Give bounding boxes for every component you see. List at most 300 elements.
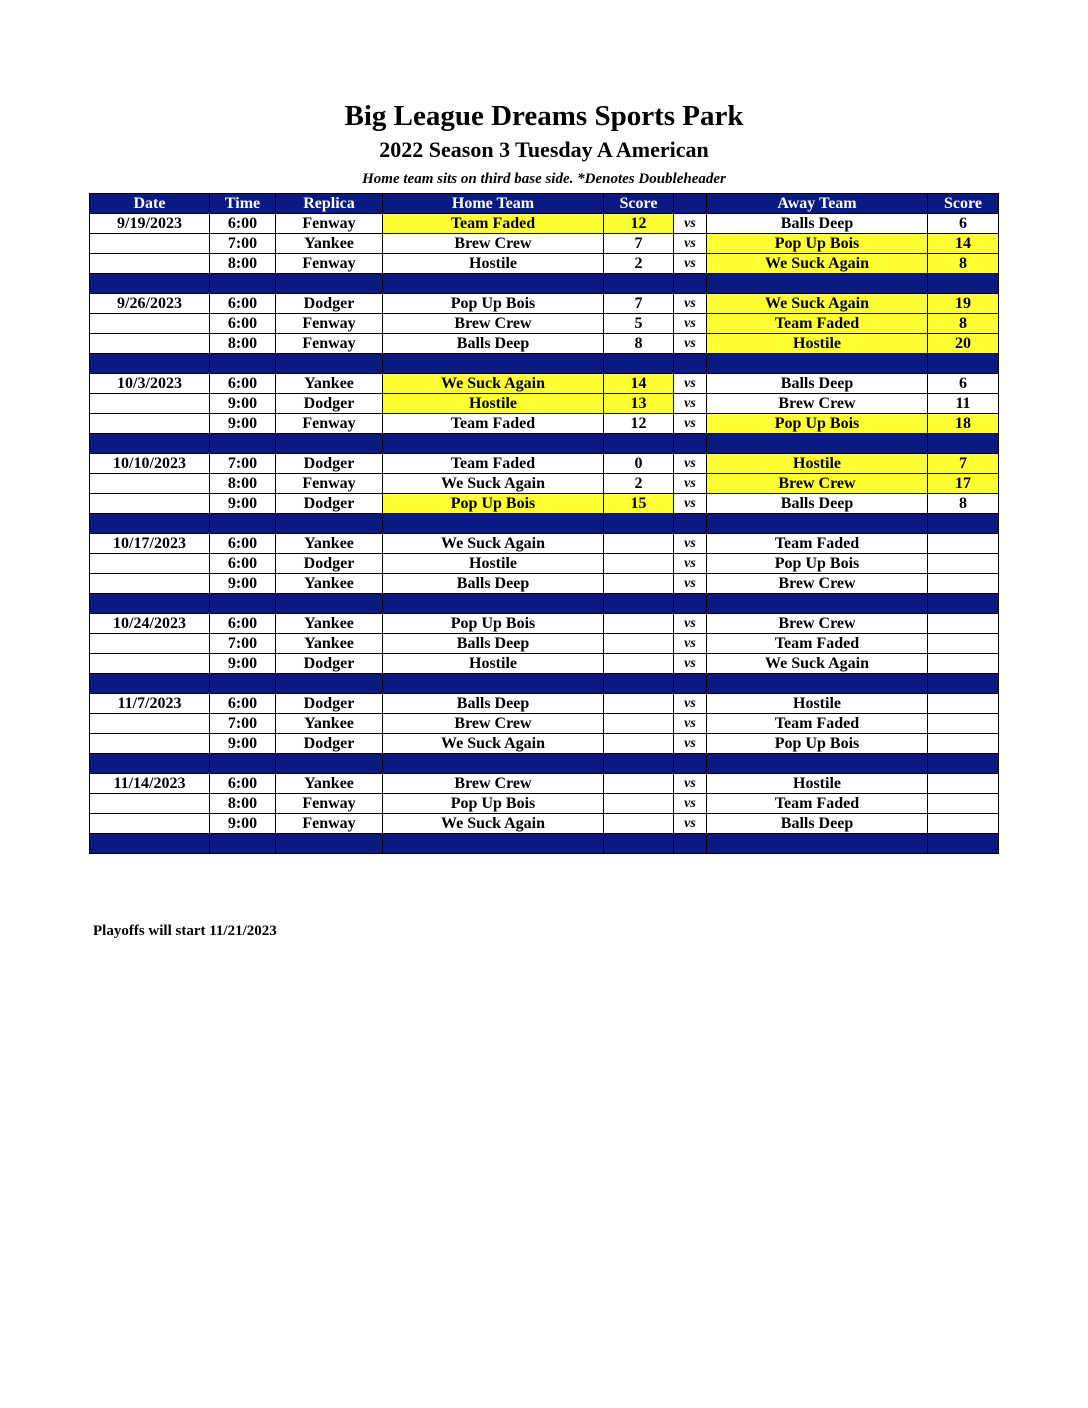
vs-label: vs bbox=[674, 454, 707, 474]
game-time: 6:00 bbox=[210, 554, 276, 574]
game-time: 7:00 bbox=[210, 234, 276, 254]
away-score: 19 bbox=[928, 294, 999, 314]
table-row bbox=[90, 234, 999, 254]
vs-label: vs bbox=[674, 774, 707, 794]
home-team: Hostile bbox=[383, 394, 604, 414]
home-score: 15 bbox=[604, 494, 674, 514]
game-time: 8:00 bbox=[210, 794, 276, 814]
away-team: Team Faded bbox=[707, 534, 928, 554]
separator-cell bbox=[276, 514, 383, 534]
separator-cell bbox=[928, 594, 999, 614]
table-row bbox=[90, 694, 999, 714]
home-score bbox=[604, 634, 674, 654]
home-score: 8 bbox=[604, 334, 674, 354]
game-date bbox=[90, 574, 210, 594]
home-score bbox=[604, 654, 674, 674]
game-date bbox=[90, 554, 210, 574]
game-time: 6:00 bbox=[210, 294, 276, 314]
home-score: 12 bbox=[604, 414, 674, 434]
table-row bbox=[90, 634, 999, 654]
game-date bbox=[90, 414, 210, 434]
home-team: Pop Up Bois bbox=[383, 614, 604, 634]
game-date bbox=[90, 494, 210, 514]
home-score bbox=[604, 774, 674, 794]
away-team: Balls Deep bbox=[707, 494, 928, 514]
game-replica: Fenway bbox=[276, 254, 383, 274]
vs-label: vs bbox=[674, 494, 707, 514]
game-replica: Fenway bbox=[276, 334, 383, 354]
away-score: 8 bbox=[928, 314, 999, 334]
vs-label: vs bbox=[674, 714, 707, 734]
game-replica: Dodger bbox=[276, 734, 383, 754]
separator-cell bbox=[604, 354, 674, 374]
away-team: Balls Deep bbox=[707, 214, 928, 234]
away-score: 7 bbox=[928, 454, 999, 474]
game-time: 7:00 bbox=[210, 454, 276, 474]
game-date bbox=[90, 234, 210, 254]
separator-cell bbox=[383, 514, 604, 534]
game-replica: Fenway bbox=[276, 214, 383, 234]
away-score: 14 bbox=[928, 234, 999, 254]
game-replica: Fenway bbox=[276, 414, 383, 434]
game-date bbox=[90, 734, 210, 754]
away-score: 6 bbox=[928, 214, 999, 234]
vs-label: vs bbox=[674, 634, 707, 654]
game-time: 9:00 bbox=[210, 734, 276, 754]
vs-label: vs bbox=[674, 334, 707, 354]
week-separator-row bbox=[90, 754, 999, 774]
table-row bbox=[90, 454, 999, 474]
table-row bbox=[90, 294, 999, 314]
vs-label: vs bbox=[674, 654, 707, 674]
separator-cell bbox=[707, 834, 928, 854]
home-team: Brew Crew bbox=[383, 714, 604, 734]
game-date bbox=[90, 314, 210, 334]
home-team: Hostile bbox=[383, 654, 604, 674]
away-score bbox=[928, 574, 999, 594]
vs-label: vs bbox=[674, 254, 707, 274]
game-date: 10/24/2023 bbox=[90, 614, 210, 634]
separator-cell bbox=[383, 274, 604, 294]
away-score bbox=[928, 694, 999, 714]
vs-label: vs bbox=[674, 414, 707, 434]
game-date: 11/7/2023 bbox=[90, 694, 210, 714]
away-team: Brew Crew bbox=[707, 614, 928, 634]
game-date: 10/10/2023 bbox=[90, 454, 210, 474]
vs-label: vs bbox=[674, 574, 707, 594]
game-replica: Fenway bbox=[276, 474, 383, 494]
away-team: Team Faded bbox=[707, 794, 928, 814]
separator-cell bbox=[604, 754, 674, 774]
home-team: We Suck Again bbox=[383, 534, 604, 554]
away-team: Brew Crew bbox=[707, 394, 928, 414]
home-team: We Suck Again bbox=[383, 734, 604, 754]
separator-cell bbox=[674, 594, 707, 614]
vs-label: vs bbox=[674, 794, 707, 814]
week-separator-row bbox=[90, 594, 999, 614]
separator-cell bbox=[707, 674, 928, 694]
home-score bbox=[604, 694, 674, 714]
home-score bbox=[604, 714, 674, 734]
home-score: 13 bbox=[604, 394, 674, 414]
separator-cell bbox=[928, 514, 999, 534]
separator-cell bbox=[928, 354, 999, 374]
away-team: Brew Crew bbox=[707, 474, 928, 494]
game-date bbox=[90, 334, 210, 354]
away-team: Team Faded bbox=[707, 634, 928, 654]
vs-label: vs bbox=[674, 234, 707, 254]
separator-cell bbox=[707, 274, 928, 294]
away-score bbox=[928, 654, 999, 674]
separator-cell bbox=[928, 274, 999, 294]
separator-cell bbox=[928, 434, 999, 454]
table-row bbox=[90, 474, 999, 494]
table-row bbox=[90, 414, 999, 434]
separator-cell bbox=[210, 834, 276, 854]
home-team: Team Faded bbox=[383, 214, 604, 234]
separator-cell bbox=[276, 674, 383, 694]
game-time: 9:00 bbox=[210, 394, 276, 414]
separator-cell bbox=[90, 754, 210, 774]
game-replica: Dodger bbox=[276, 654, 383, 674]
separator-cell bbox=[210, 514, 276, 534]
separator-cell bbox=[90, 674, 210, 694]
game-replica: Dodger bbox=[276, 694, 383, 714]
game-time: 6:00 bbox=[210, 774, 276, 794]
away-score bbox=[928, 794, 999, 814]
separator-cell bbox=[383, 754, 604, 774]
separator-cell bbox=[674, 354, 707, 374]
away-score bbox=[928, 734, 999, 754]
away-score bbox=[928, 634, 999, 654]
separator-cell bbox=[604, 514, 674, 534]
separator-cell bbox=[674, 834, 707, 854]
game-date: 9/19/2023 bbox=[90, 214, 210, 234]
vs-label: vs bbox=[674, 394, 707, 414]
table-row bbox=[90, 814, 999, 834]
week-separator-row bbox=[90, 514, 999, 534]
home-score: 2 bbox=[604, 474, 674, 494]
game-date bbox=[90, 814, 210, 834]
home-team: Balls Deep bbox=[383, 634, 604, 654]
table-row bbox=[90, 554, 999, 574]
home-score: 5 bbox=[604, 314, 674, 334]
game-replica: Yankee bbox=[276, 234, 383, 254]
separator-cell bbox=[276, 754, 383, 774]
schedule-body bbox=[90, 214, 999, 854]
game-time: 9:00 bbox=[210, 654, 276, 674]
vs-label: vs bbox=[674, 294, 707, 314]
away-team: We Suck Again bbox=[707, 654, 928, 674]
home-score: 7 bbox=[604, 234, 674, 254]
separator-cell bbox=[707, 514, 928, 534]
separator-cell bbox=[928, 754, 999, 774]
game-date bbox=[90, 474, 210, 494]
game-replica: Dodger bbox=[276, 554, 383, 574]
home-score bbox=[604, 734, 674, 754]
game-time: 8:00 bbox=[210, 334, 276, 354]
away-score: 8 bbox=[928, 494, 999, 514]
separator-cell bbox=[383, 594, 604, 614]
separator-cell bbox=[707, 754, 928, 774]
game-replica: Dodger bbox=[276, 494, 383, 514]
game-date bbox=[90, 714, 210, 734]
away-team: Team Faded bbox=[707, 714, 928, 734]
away-score: 17 bbox=[928, 474, 999, 494]
vs-label: vs bbox=[674, 534, 707, 554]
home-team: Brew Crew bbox=[383, 774, 604, 794]
away-score bbox=[928, 554, 999, 574]
game-time: 6:00 bbox=[210, 614, 276, 634]
separator-cell bbox=[707, 434, 928, 454]
game-date bbox=[90, 254, 210, 274]
table-row bbox=[90, 734, 999, 754]
table-row bbox=[90, 614, 999, 634]
separator-cell bbox=[604, 834, 674, 854]
separator-cell bbox=[90, 274, 210, 294]
game-time: 7:00 bbox=[210, 634, 276, 654]
home-team: Team Faded bbox=[383, 414, 604, 434]
home-score bbox=[604, 534, 674, 554]
column-header-replica: Replica bbox=[276, 194, 383, 214]
home-team: Brew Crew bbox=[383, 234, 604, 254]
game-replica: Yankee bbox=[276, 614, 383, 634]
game-date: 10/3/2023 bbox=[90, 374, 210, 394]
separator-cell bbox=[707, 594, 928, 614]
home-score: 7 bbox=[604, 294, 674, 314]
vs-label: vs bbox=[674, 314, 707, 334]
home-score bbox=[604, 574, 674, 594]
vs-label: vs bbox=[674, 214, 707, 234]
vs-label: vs bbox=[674, 734, 707, 754]
game-replica: Dodger bbox=[276, 394, 383, 414]
column-header-date: Date bbox=[90, 194, 210, 214]
separator-cell bbox=[674, 674, 707, 694]
table-row bbox=[90, 374, 999, 394]
game-replica: Yankee bbox=[276, 374, 383, 394]
game-replica: Yankee bbox=[276, 634, 383, 654]
vs-label: vs bbox=[674, 554, 707, 574]
column-header-time: Time bbox=[210, 194, 276, 214]
separator-cell bbox=[276, 594, 383, 614]
away-team: Team Faded bbox=[707, 314, 928, 334]
away-score bbox=[928, 714, 999, 734]
schedule-table bbox=[89, 193, 999, 854]
game-replica: Fenway bbox=[276, 314, 383, 334]
away-team: We Suck Again bbox=[707, 294, 928, 314]
table-row bbox=[90, 394, 999, 414]
column-header-vs bbox=[674, 194, 707, 214]
separator-cell bbox=[210, 274, 276, 294]
home-team: Brew Crew bbox=[383, 314, 604, 334]
away-team: Brew Crew bbox=[707, 574, 928, 594]
separator-cell bbox=[604, 674, 674, 694]
separator-cell bbox=[210, 434, 276, 454]
separator-cell bbox=[674, 434, 707, 454]
table-row bbox=[90, 314, 999, 334]
separator-cell bbox=[90, 594, 210, 614]
home-team: We Suck Again bbox=[383, 814, 604, 834]
away-team: Balls Deep bbox=[707, 814, 928, 834]
table-row bbox=[90, 214, 999, 234]
away-score bbox=[928, 814, 999, 834]
column-header-away-score: Score bbox=[928, 194, 999, 214]
week-separator-row bbox=[90, 354, 999, 374]
vs-label: vs bbox=[674, 694, 707, 714]
home-score bbox=[604, 814, 674, 834]
vs-label: vs bbox=[674, 374, 707, 394]
vs-label: vs bbox=[674, 614, 707, 634]
separator-cell bbox=[928, 674, 999, 694]
home-score bbox=[604, 554, 674, 574]
table-row bbox=[90, 774, 999, 794]
home-score bbox=[604, 794, 674, 814]
game-replica: Yankee bbox=[276, 574, 383, 594]
home-team: Balls Deep bbox=[383, 574, 604, 594]
game-time: 9:00 bbox=[210, 574, 276, 594]
home-score bbox=[604, 614, 674, 634]
table-row bbox=[90, 654, 999, 674]
home-team: We Suck Again bbox=[383, 374, 604, 394]
game-time: 6:00 bbox=[210, 694, 276, 714]
table-row bbox=[90, 494, 999, 514]
home-team: Hostile bbox=[383, 554, 604, 574]
separator-cell bbox=[604, 434, 674, 454]
game-time: 6:00 bbox=[210, 534, 276, 554]
separator-cell bbox=[276, 354, 383, 374]
game-replica: Dodger bbox=[276, 454, 383, 474]
separator-cell bbox=[90, 354, 210, 374]
vs-label: vs bbox=[674, 814, 707, 834]
separator-cell bbox=[383, 834, 604, 854]
game-date: 9/26/2023 bbox=[90, 294, 210, 314]
game-time: 9:00 bbox=[210, 494, 276, 514]
separator-cell bbox=[210, 674, 276, 694]
game-time: 8:00 bbox=[210, 474, 276, 494]
game-time: 9:00 bbox=[210, 414, 276, 434]
separator-cell bbox=[928, 834, 999, 854]
table-header-row bbox=[90, 194, 999, 214]
home-score: 14 bbox=[604, 374, 674, 394]
separator-cell bbox=[90, 834, 210, 854]
separator-cell bbox=[276, 434, 383, 454]
home-score: 0 bbox=[604, 454, 674, 474]
away-team: Pop Up Bois bbox=[707, 734, 928, 754]
game-replica: Yankee bbox=[276, 714, 383, 734]
game-replica: Fenway bbox=[276, 814, 383, 834]
away-team: Pop Up Bois bbox=[707, 414, 928, 434]
separator-cell bbox=[604, 274, 674, 294]
away-team: Hostile bbox=[707, 774, 928, 794]
away-score: 11 bbox=[928, 394, 999, 414]
separator-cell bbox=[210, 754, 276, 774]
game-replica: Dodger bbox=[276, 294, 383, 314]
column-header-home-team: Home Team bbox=[383, 194, 604, 214]
game-replica: Yankee bbox=[276, 534, 383, 554]
game-time: 6:00 bbox=[210, 374, 276, 394]
vs-label: vs bbox=[674, 474, 707, 494]
separator-cell bbox=[674, 514, 707, 534]
table-row bbox=[90, 574, 999, 594]
game-replica: Yankee bbox=[276, 774, 383, 794]
home-team: We Suck Again bbox=[383, 474, 604, 494]
home-team: Pop Up Bois bbox=[383, 794, 604, 814]
table-row bbox=[90, 534, 999, 554]
separator-cell bbox=[276, 274, 383, 294]
separator-cell bbox=[674, 274, 707, 294]
table-row bbox=[90, 714, 999, 734]
week-separator-row bbox=[90, 834, 999, 854]
away-team: Hostile bbox=[707, 334, 928, 354]
away-team: Hostile bbox=[707, 454, 928, 474]
column-header-away-team: Away Team bbox=[707, 194, 928, 214]
away-team: Hostile bbox=[707, 694, 928, 714]
column-header-home-score: Score bbox=[604, 194, 674, 214]
separator-cell bbox=[90, 434, 210, 454]
table-row bbox=[90, 334, 999, 354]
playoffs-footer: Playoffs will start 11/21/2023 bbox=[93, 923, 277, 939]
table-row bbox=[90, 254, 999, 274]
week-separator-row bbox=[90, 674, 999, 694]
separator-cell bbox=[383, 674, 604, 694]
separator-cell bbox=[604, 594, 674, 614]
separator-cell bbox=[674, 754, 707, 774]
away-score: 6 bbox=[928, 374, 999, 394]
week-separator-row bbox=[90, 274, 999, 294]
home-team: Pop Up Bois bbox=[383, 294, 604, 314]
away-score bbox=[928, 774, 999, 794]
away-score: 20 bbox=[928, 334, 999, 354]
separator-cell bbox=[210, 354, 276, 374]
game-date bbox=[90, 654, 210, 674]
game-time: 6:00 bbox=[210, 214, 276, 234]
away-team: Pop Up Bois bbox=[707, 234, 928, 254]
table-row bbox=[90, 794, 999, 814]
separator-cell bbox=[383, 354, 604, 374]
home-team: Balls Deep bbox=[383, 334, 604, 354]
game-date bbox=[90, 394, 210, 414]
away-score: 8 bbox=[928, 254, 999, 274]
separator-cell bbox=[383, 434, 604, 454]
page-subtitle: 2022 Season 3 Tuesday A American bbox=[379, 137, 709, 162]
home-team: Balls Deep bbox=[383, 694, 604, 714]
game-date: 11/14/2023 bbox=[90, 774, 210, 794]
away-score: 18 bbox=[928, 414, 999, 434]
away-score bbox=[928, 534, 999, 554]
game-date: 10/17/2023 bbox=[90, 534, 210, 554]
home-score: 2 bbox=[604, 254, 674, 274]
away-team: We Suck Again bbox=[707, 254, 928, 274]
away-score bbox=[928, 614, 999, 634]
away-team: Balls Deep bbox=[707, 374, 928, 394]
week-separator-row bbox=[90, 434, 999, 454]
separator-cell bbox=[707, 354, 928, 374]
page-title: Big League Dreams Sports Park bbox=[344, 100, 744, 132]
game-time: 7:00 bbox=[210, 714, 276, 734]
away-team: Pop Up Bois bbox=[707, 554, 928, 574]
schedule-note: Home team sits on third base side. *Denotes Doubleheader bbox=[362, 171, 726, 187]
home-team: Team Faded bbox=[383, 454, 604, 474]
game-time: 9:00 bbox=[210, 814, 276, 834]
game-time: 8:00 bbox=[210, 254, 276, 274]
home-team: Hostile bbox=[383, 254, 604, 274]
home-team: Pop Up Bois bbox=[383, 494, 604, 514]
game-time: 6:00 bbox=[210, 314, 276, 334]
game-date bbox=[90, 634, 210, 654]
game-date bbox=[90, 794, 210, 814]
separator-cell bbox=[90, 514, 210, 534]
game-replica: Fenway bbox=[276, 794, 383, 814]
